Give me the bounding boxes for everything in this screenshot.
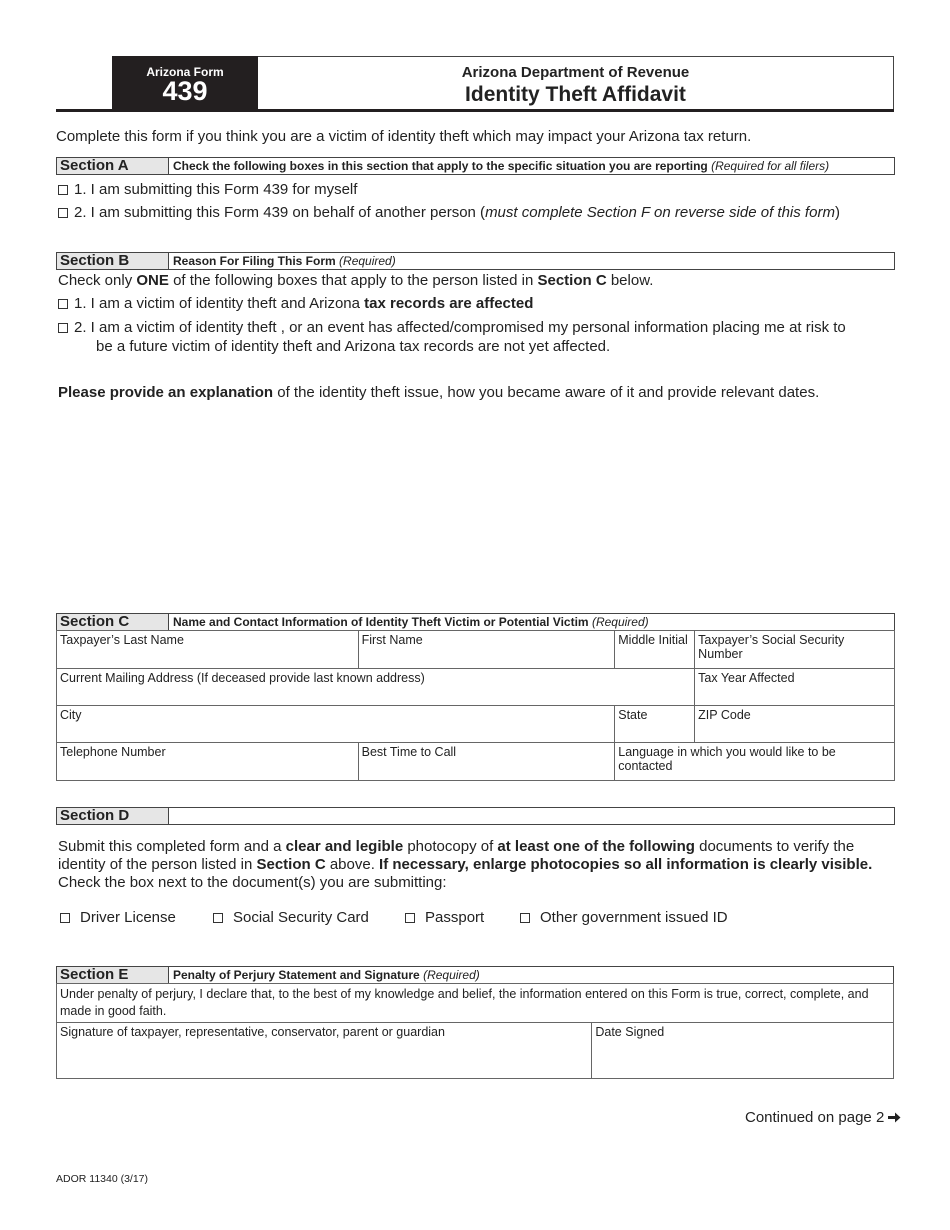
instr-bold: If necessary, enlarge photocopies so all information is clearly visible.	[379, 856, 873, 873]
section-b-desc: Reason For Filing This Form	[173, 254, 336, 268]
doc-option-driver-license[interactable]	[60, 909, 176, 926]
section-b-note: (Required)	[339, 254, 396, 268]
signature-table	[56, 983, 894, 1079]
instr-bold: Section C	[537, 272, 607, 289]
zip-field[interactable]: ZIP Code	[695, 706, 895, 743]
instr-text: of the following boxes that apply to the person listed in	[173, 272, 534, 289]
doc-option-social-security[interactable]	[213, 909, 369, 926]
option-label: Passport	[425, 909, 485, 926]
form-number-block	[112, 56, 258, 110]
section-d-label: Section D	[57, 808, 169, 824]
section-a-header	[56, 157, 895, 175]
doc-option-other-id[interactable]	[520, 909, 728, 926]
instr-text: documents to verify the identity of the person listed in	[58, 838, 855, 873]
intro-text: Complete this form if you think you are a victim of identity theft which may impact your Arizona tax return.	[56, 128, 752, 145]
doc-option-passport[interactable]	[405, 909, 484, 926]
option-label: Driver License	[80, 909, 176, 926]
option-label: 1. I am a victim of identity theft and Arizona	[74, 295, 360, 312]
section-b-option-2[interactable]	[58, 319, 846, 336]
form-code: ADOR 11340 (3/17)	[56, 1173, 149, 1185]
signature-field[interactable]: Signature of taxpayer, representative, conservator, parent or guardian	[57, 1023, 592, 1079]
section-c-header	[56, 613, 895, 631]
continued-note	[745, 1109, 901, 1126]
checkbox[interactable]	[520, 913, 530, 923]
date-signed-field[interactable]: Date Signed	[592, 1023, 894, 1079]
middle-initial-field[interactable]: Middle Initial	[615, 631, 695, 669]
checkbox[interactable]	[58, 185, 68, 195]
section-a-desc: Check the following boxes in this section that apply to the specific situation you are reporting	[173, 159, 708, 173]
option-label: 1. I am submitting this Form 439 for myself	[74, 181, 358, 198]
first-name-field[interactable]: First Name	[358, 631, 615, 669]
option-label: Social Security Card	[233, 909, 369, 926]
option-bold: tax records are affected	[364, 295, 534, 312]
instr-text: Check only	[58, 272, 133, 289]
section-e-header	[56, 966, 894, 984]
continued-text: Continued on page 2	[745, 1109, 885, 1126]
explanation-prompt	[58, 384, 819, 401]
section-c-label: Section C	[57, 614, 169, 630]
telephone-field[interactable]: Telephone Number	[57, 743, 359, 781]
instr-bold: clear and legible	[285, 838, 404, 855]
checkbox[interactable]	[58, 299, 68, 309]
last-name-field[interactable]: Taxpayer’s Last Name	[57, 631, 359, 669]
section-d-header	[56, 807, 895, 825]
form-label: Arizona Form	[146, 65, 224, 79]
title-block	[258, 56, 894, 110]
section-b-option-1[interactable]	[58, 295, 533, 312]
checkbox[interactable]	[58, 208, 68, 218]
city-field[interactable]: City	[57, 706, 615, 743]
instr-bold: Section C	[256, 856, 326, 873]
instr-bold: ONE	[136, 272, 169, 289]
option-note: must complete Section F on reverse side of this form	[485, 204, 835, 221]
address-field[interactable]: Current Mailing Address (If deceased provide last known address)	[57, 669, 695, 706]
section-b-option-2-cont: be a future victim of identity theft and Arizona tax records are not yet affected.	[96, 338, 611, 355]
section-b-instructions	[58, 272, 653, 289]
checkbox[interactable]	[60, 913, 70, 923]
option-end: )	[834, 204, 840, 221]
option-label: 2. I am a victim of identity theft , or an event has affected/compromised my personal information placing me at risk to	[74, 319, 846, 336]
section-a-option-2[interactable]	[58, 204, 840, 221]
section-e-note: (Required)	[423, 968, 480, 982]
perjury-statement: Under penalty of perjury, I declare that, to the best of my knowledge and belief, the information entered on this Form is true, correct, complete, and made in good faith.	[57, 984, 894, 1023]
section-c-note: (Required)	[591, 615, 649, 629]
instr-text: photocopy of	[407, 838, 494, 855]
instr-text: above.	[329, 856, 375, 873]
instr-text: Check the box next to the document(s) you are submitting:	[58, 874, 447, 891]
language-field[interactable]: Language in which you would like to be contacted	[615, 743, 895, 781]
checkbox[interactable]	[405, 913, 415, 923]
header-rule	[56, 109, 894, 112]
section-b-label: Section B	[57, 253, 169, 269]
ssn-field[interactable]: Taxpayer’s Social Security Number	[695, 631, 895, 669]
explain-text: of the identity theft issue, how you became aware of it and provide relevant dates.	[277, 384, 820, 401]
section-e-desc: Penalty of Perjury Statement and Signature	[173, 968, 420, 982]
instr-text: Submit this completed form and a	[58, 838, 282, 855]
page-title: Identity Theft Affidavit	[465, 83, 686, 106]
arrow-right-icon	[888, 1112, 901, 1123]
option-label: Other government issued ID	[540, 909, 728, 926]
section-d-instructions	[58, 838, 888, 892]
checkbox[interactable]	[213, 913, 223, 923]
best-time-field[interactable]: Best Time to Call	[358, 743, 615, 781]
explain-bold: Please provide an explanation	[58, 384, 274, 401]
section-a-option-1[interactable]	[58, 181, 357, 198]
tax-year-field[interactable]: Tax Year Affected	[695, 669, 895, 706]
section-e-label: Section E	[57, 967, 169, 983]
section-c-desc: Name and Contact Information of Identity Theft Victim or Potential Victim	[173, 615, 589, 629]
option-label: 2. I am submitting this Form 439 on behalf of another person (	[74, 204, 486, 221]
department-name: Arizona Department of Revenue	[461, 64, 690, 81]
instr-bold: at least one of the following	[497, 838, 695, 855]
explanation-area[interactable]	[58, 408, 894, 604]
section-a-note: (Required for all filers)	[711, 159, 830, 173]
checkbox[interactable]	[58, 323, 68, 333]
instr-text: below.	[610, 272, 654, 289]
section-b-header	[56, 252, 895, 270]
state-field[interactable]: State	[615, 706, 695, 743]
section-a-label: Section A	[57, 158, 169, 174]
form-number: 439	[162, 76, 208, 106]
contact-info-table	[56, 630, 895, 781]
